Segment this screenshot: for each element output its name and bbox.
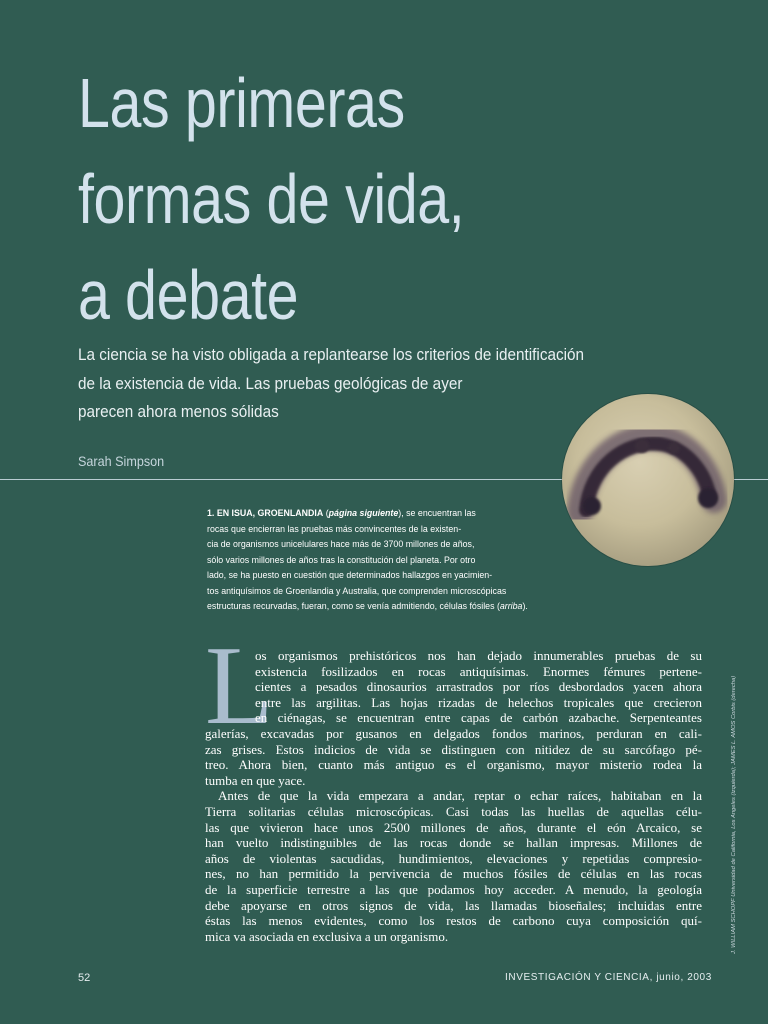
photo-credit: J. WILLIAM SCHOPF Universidad de California, Los Angeles (izquierda); JAMES L. AMOS Corbis (derecha) (731, 675, 737, 954)
body-line: Antes de que la vida empezara a andar, reptar o echar raíces, habitaban en la (218, 788, 702, 804)
page-number: 52 (78, 972, 91, 984)
body-line: mica va asociada en exclusiva a un organismo. (205, 928, 449, 944)
caption-ref: página siguiente (328, 508, 399, 519)
subtitle-line-1: La ciencia se ha visto obligada a replantearse los criterios de identificación (78, 345, 585, 364)
caption-line-7 (207, 599, 584, 615)
body-line: las que vivieron hace unos 2500 millones de años, durante el eón Arcaico, se (205, 819, 702, 835)
body-line: años de violentas sacudidas, hundimientos, elevaciones y repetidas compresio- (205, 850, 702, 866)
journal-footer: INVESTIGACIÓN Y CIENCIA, junio, 2003 (505, 972, 712, 983)
body-line: han vuelto indistinguibles de las rocas donde se hallan impresas. Millones de (205, 835, 702, 851)
caption-line-4: sólo varios millones de años tras la constitución del planeta. Por otro (207, 554, 476, 566)
article-body (205, 648, 702, 944)
subtitle-line-3: parecen ahora menos sólidas (78, 402, 279, 421)
body-line: entre las argilitas. Las hojas rizadas de helechos tropicales que crecieron (255, 694, 702, 710)
caption-number-location: 1. EN ISUA, GROENLANDIA (207, 508, 324, 519)
body-line: cientes a pesados dinosaurios arrastrados por ríos desbordados yacen ahora (255, 679, 702, 695)
subtitle-line-2: de la existencia de vida. Las pruebas geológicas de ayer (78, 373, 463, 393)
body-line: de la superficie terrestre a las que podamos hoy acceder. A menudo, la geología (205, 881, 702, 897)
body-line: Tierra solitarias células microscópicas. Casi todas las huellas de aquellas célu- (205, 803, 702, 819)
title-line-2: formas de vida, (78, 160, 465, 238)
caption-line-2: rocas que encierran las pruebas más convincentes de la existen- (207, 523, 462, 535)
body-line: en ciénagas, se encuentran entre capas de carbón azabache. Serpenteantes (255, 710, 702, 726)
body-line: galerías, excavadas por gusanos en delgados fondos marinos, perduran en cali- (205, 725, 702, 741)
caption-line-1-rest: ), se encuentran las (398, 508, 476, 519)
body-line: os organismos prehistóricos nos han dejado innumerables pruebas de su (255, 648, 702, 663)
title-line-3: a debate (78, 256, 299, 334)
article-title (78, 55, 586, 343)
author-byline: Sarah Simpson (78, 453, 165, 469)
body-line: éstas las menos evidentes, como los restos de carbono cuya composición quí- (205, 913, 702, 929)
drop-cap: L (205, 624, 274, 748)
caption-arriba: arriba (499, 601, 523, 612)
caption-ref-open: ( (323, 508, 329, 519)
caption-line-7-end: ). (522, 601, 528, 612)
caption-line-3: cia de organismos unicelulares hace más de 3700 millones de años, (207, 539, 475, 550)
caption-line-1 (207, 506, 584, 522)
body-line: debe apoyarse en otros signos de vida, las llamadas bioseñales; incluidas entre (205, 897, 702, 913)
body-line: nes, no han permitido la pervivencia de muchos fósiles de células en las rocas (205, 866, 702, 882)
caption-line-5: lado, se ha puesto en cuestión que determinados hallazgos en yacimien- (207, 570, 493, 581)
caption-line-6: tos antiquísimos de Groenlandia y Australia, que comprenden microscópicas (207, 585, 507, 597)
body-line: treo. Ahora bien, cuanto más antiguo es el organismo, mayor misterio rodea la (205, 757, 702, 773)
body-line: existencia fosilizados en rocas antiquísimas. Enormes fémures pertene- (255, 663, 702, 679)
body-line: zas grises. Estos indicios de vida se distinguen con nitidez de su sarcófago pé- (205, 741, 702, 757)
figure-caption (207, 506, 617, 615)
body-line: tumba en que yace. (205, 772, 306, 788)
article-subtitle (78, 341, 654, 427)
title-line-1: Las primeras (78, 64, 405, 142)
caption-line-7-start: estructuras recurvadas, fueran, como se venía admitiendo, células fósiles ( (207, 601, 500, 612)
